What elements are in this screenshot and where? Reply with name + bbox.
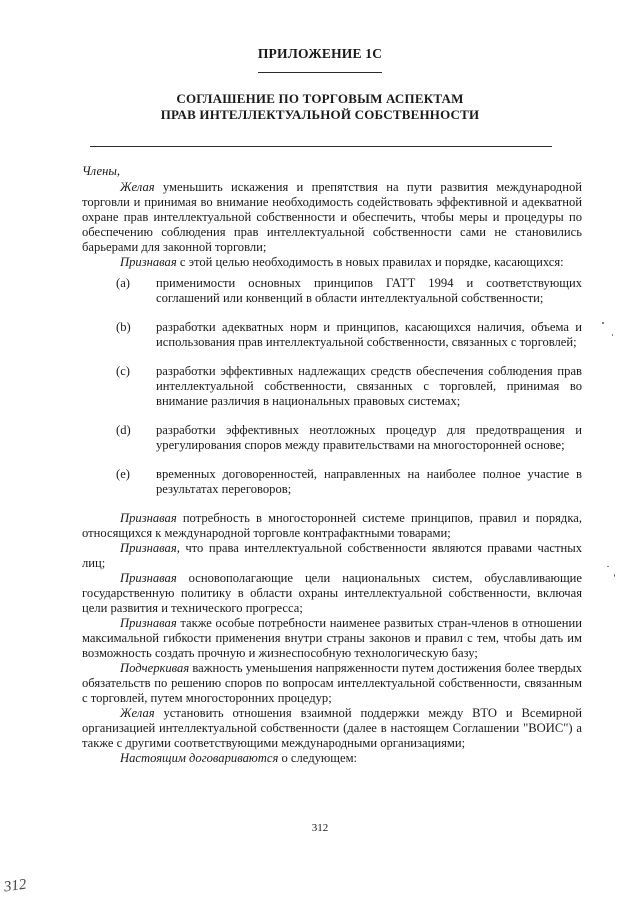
paragraph-6 <box>82 616 582 661</box>
agreement-title-line-1: СОГЛАШЕНИЕ ПО ТОРГОВЫМ АСПЕКТАМ <box>176 91 464 106</box>
list-item <box>82 423 582 453</box>
list-item-label: (d) <box>116 423 131 437</box>
paragraph-2 <box>82 255 582 270</box>
paragraph-5-lead: Признавая <box>120 571 177 585</box>
list-item-label: (c) <box>116 364 130 378</box>
list-item-text: разработки эффективных неотложных процедур для предотвращения и урегулирования споров между правительствами на многосторонней основе; <box>156 423 582 452</box>
paragraph-9-text: о следующем: <box>278 751 358 765</box>
agreement-title <box>0 91 640 123</box>
scan-speck <box>614 574 615 577</box>
scan-speck <box>607 566 609 567</box>
members-label: Члены, <box>82 164 120 178</box>
paragraph-3-text: потребность в многосторонней системе принципов, правил и порядка, относящихся к международной торговле контрафактными товарами; <box>82 511 582 540</box>
paragraph-2-text: с этой целью необходимость в новых правилах и порядке, касающихся: <box>176 255 564 269</box>
list-item-text: временных договоренностей, направленных на наиболее полное участие в результатах переговоров; <box>156 467 582 496</box>
paragraph-2-lead: Признавая <box>120 255 177 269</box>
appendix-heading: ПРИЛОЖЕНИЕ 1С <box>257 46 383 61</box>
paragraph-6-text: также особые потребности наименее развитых стран-членов в отношении максимальной гибкости применения внутри страны законов и правил с тем, чтобы дать им возможность создать прочную и жизнеспособную технологическую базу; <box>82 616 582 660</box>
list-item <box>82 364 582 409</box>
paragraph-5-text: основополагающие цели национальных систем, обуславливающие государственную политику в области охраны интеллектуальной собственности, включая цели развития и технического прогресса; <box>82 571 582 615</box>
list-item <box>82 467 582 497</box>
paragraph-8 <box>82 706 582 751</box>
paragraph-8-text: установить отношения взаимной поддержки между ВТО и Всемирной организацией интеллектуальной собственности (далее в настоящем Соглашении "ВОИС") а также с другими соответствующими международными организациями; <box>82 706 582 750</box>
paragraph-1 <box>82 180 582 255</box>
list-item-text: разработки эффективных надлежащих средств обеспечения соблюдения прав интеллектуальной собственности, связанных с торговлей, принимая во внимание различия в национальных правовых системах; <box>156 364 582 408</box>
document-body <box>82 164 582 766</box>
paragraph-1-lead: Желая <box>120 180 155 194</box>
paragraph-7 <box>82 661 582 706</box>
list-item <box>82 276 582 306</box>
scan-speck <box>612 334 613 336</box>
paragraph-4 <box>82 541 582 571</box>
paragraph-3-lead: Признавая <box>120 511 177 525</box>
paragraph-8-lead: Желая <box>120 706 155 720</box>
list-item-label: (b) <box>116 320 131 334</box>
list-item <box>82 320 582 350</box>
heading-divider <box>258 72 382 73</box>
enumerated-list <box>82 276 582 497</box>
scan-speck <box>602 322 604 324</box>
list-item-label: (a) <box>116 276 130 290</box>
page-number: 312 <box>311 822 329 834</box>
paragraph-9 <box>82 751 582 766</box>
title-divider <box>90 146 552 147</box>
paragraph-3 <box>82 511 582 541</box>
agreement-title-line-2: ПРАВ ИНТЕЛЛЕКТУАЛЬНОЙ СОБСТВЕННОСТИ <box>160 107 480 122</box>
paragraph-5 <box>82 571 582 616</box>
list-item-text: разработки адекватных норм и принципов, касающихся наличия, объема и использования прав интеллектуальной собственности, связанных с торговлей; <box>156 320 582 349</box>
paragraph-6-lead: Признавая <box>120 616 177 630</box>
paragraph-4-text: , что права интеллектуальной собственности являются правами частных лиц; <box>82 541 582 570</box>
paragraph-7-text: важность уменьшения напряженности путем достижения более твердых обязательств по решению споров по вопросам интеллектуальной собственности, связанным с торговлей, путем многосторонних процедур; <box>82 661 582 705</box>
paragraph-7-lead: Подчеркивая <box>120 661 190 675</box>
margin-handwriting: 312 <box>2 876 28 896</box>
list-item-label: (e) <box>116 467 130 481</box>
paragraph-9-lead: Настоящим договариваются <box>120 751 279 765</box>
paragraph-4-lead: Признавая <box>120 541 177 555</box>
paragraph-1-text: уменьшить искажения и препятствия на пути развития международной торговли и принимая во внимание необходимость содействовать эффективной и адекватной охране прав интеллектуальной собственности и обеспечить, чтобы меры и процедуры по обеспечению соблюдения прав интеллектуальной собственности сами не становились барьерами для законной торговли; <box>82 180 582 254</box>
list-item-text: применимости основных принципов ГАТТ 1994 и соответствующих соглашений или конвенций в области интеллектуальной собственности; <box>156 276 582 305</box>
